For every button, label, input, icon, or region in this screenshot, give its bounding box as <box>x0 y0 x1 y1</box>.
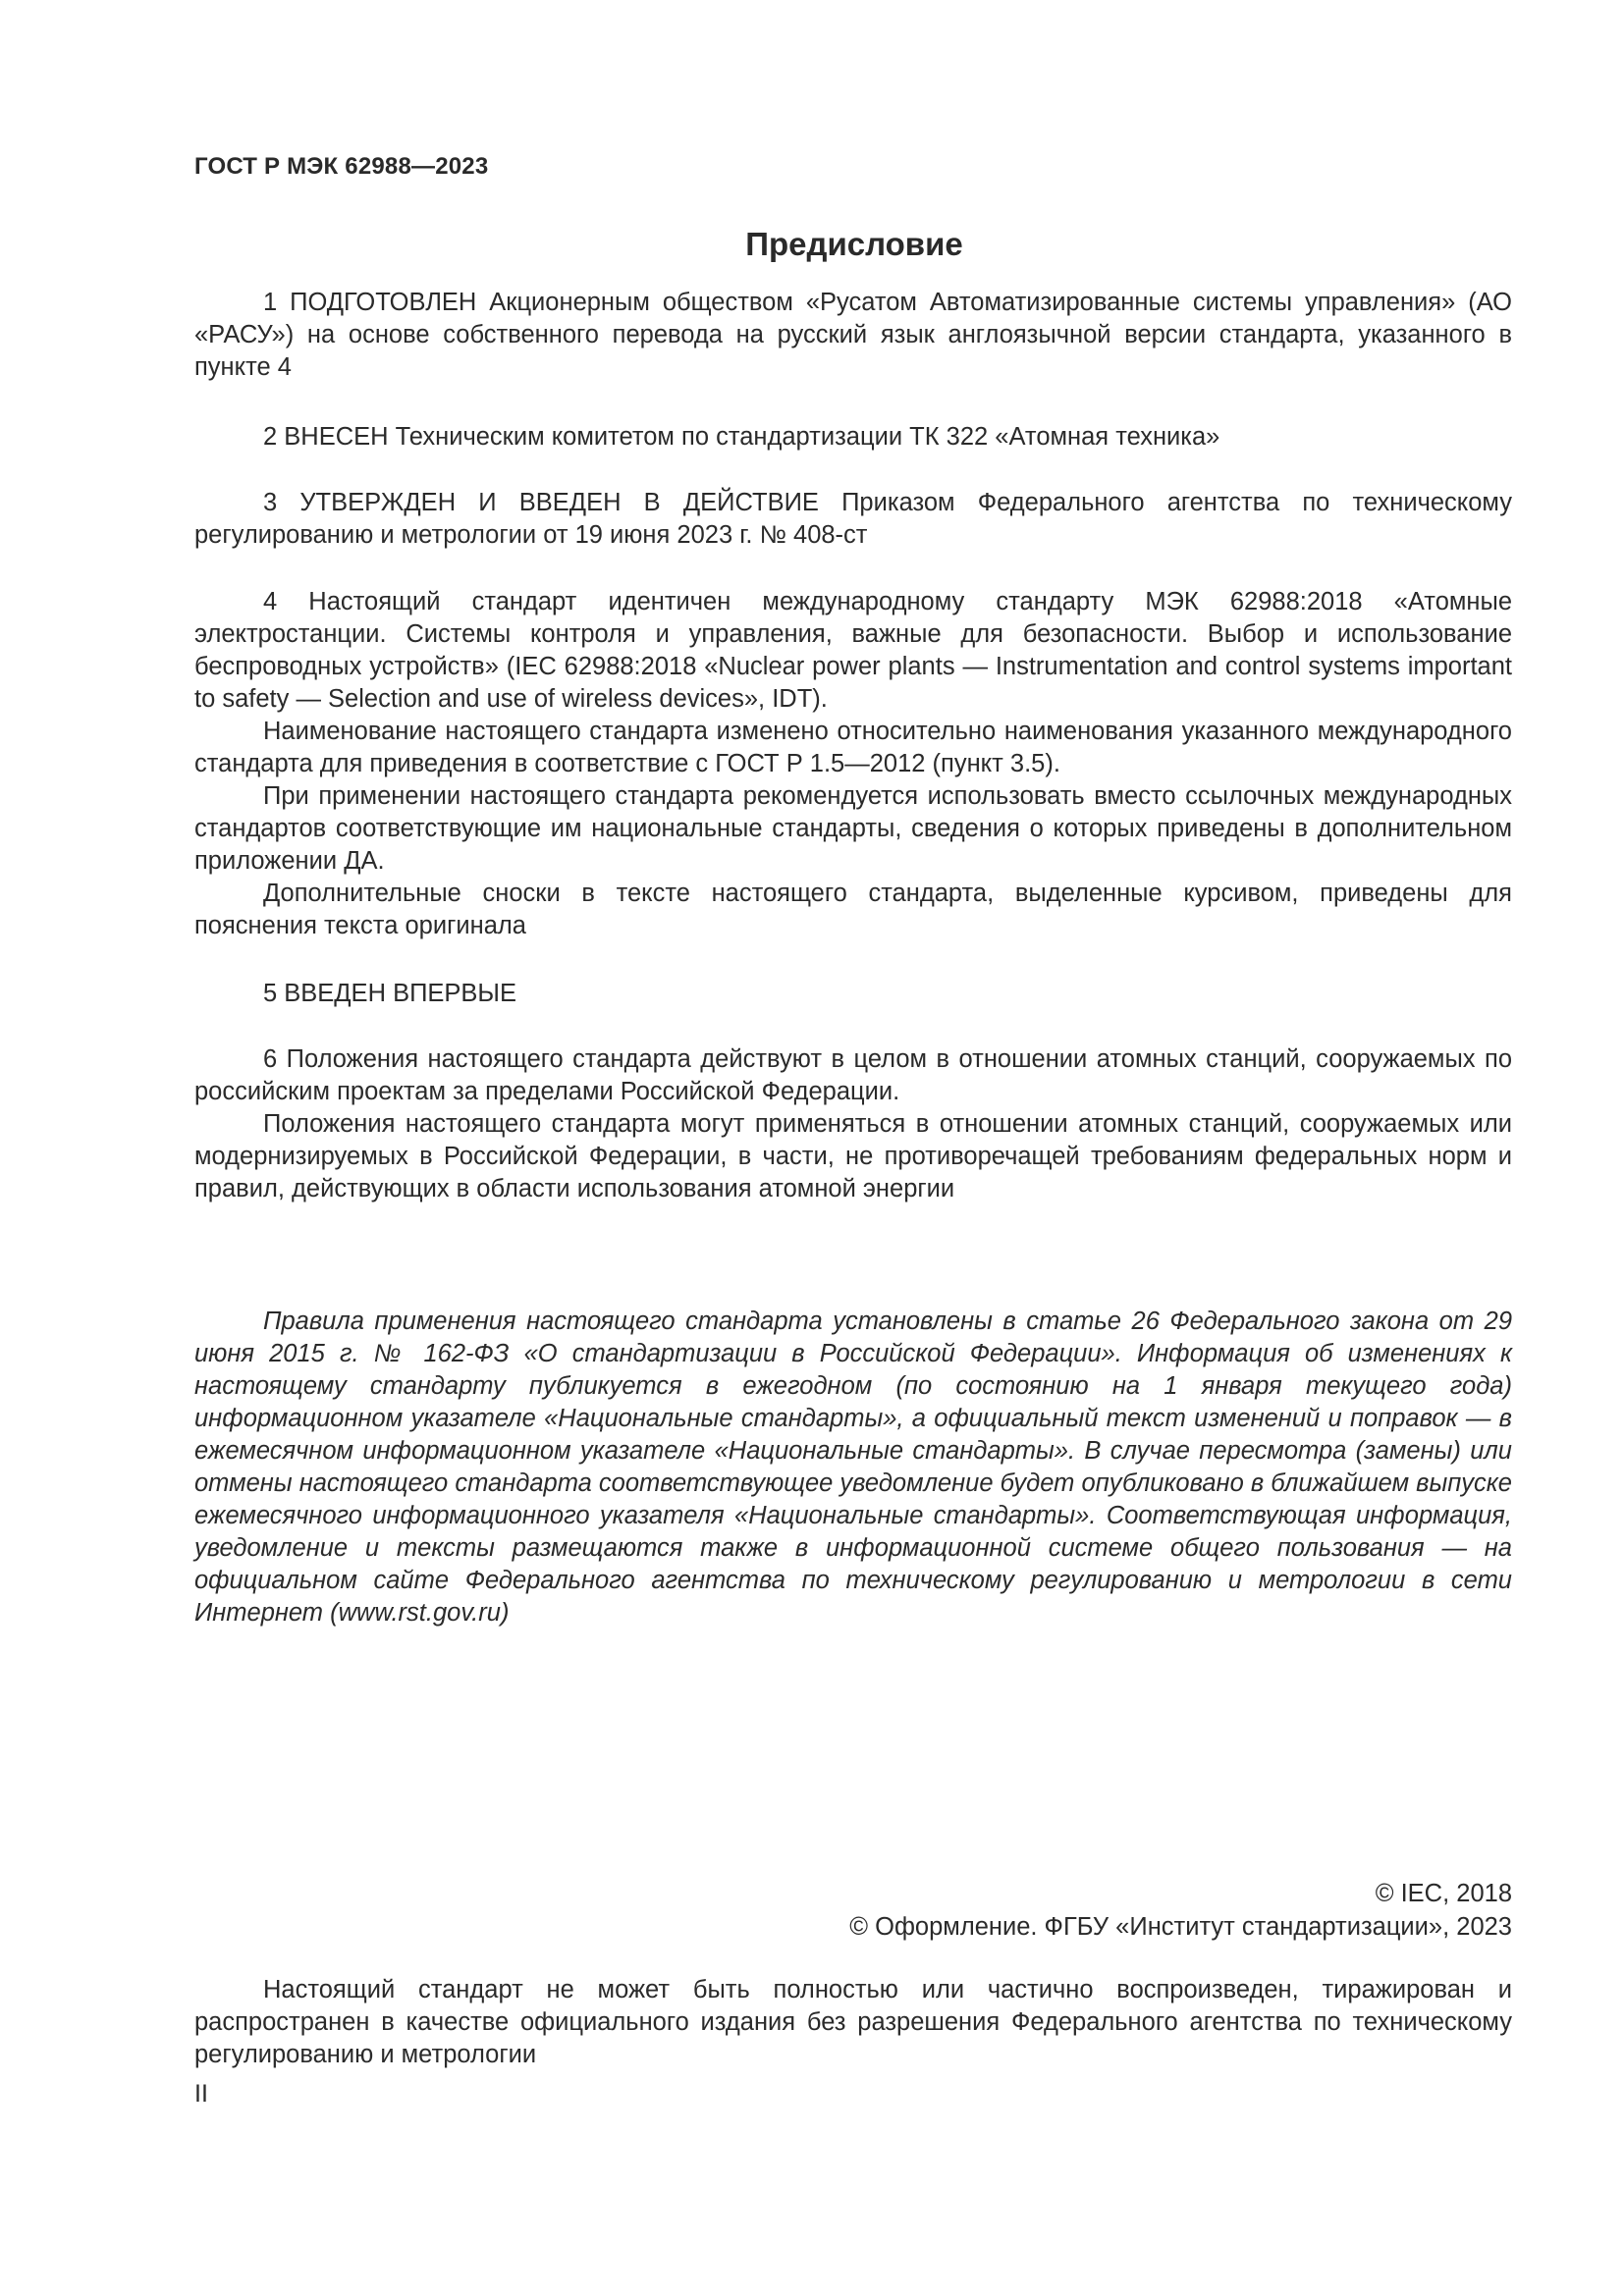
section-1 <box>194 287 1512 384</box>
copyright-iec: © IEC, 2018 <box>1375 1880 1512 1907</box>
section-5-text: 5 ВВЕДЕН ВПЕРВЫЕ <box>263 980 517 1007</box>
copyright-block <box>849 1877 1512 1944</box>
section-1-text: 1 ПОДГОТОВЛЕН Акционерным обществом «Русатом Автоматизированные системы управления» (АО «РАСУ») на основе собственного перевода на русский язык англоязычной версии стандарта, указанного в пункте 4 <box>194 289 1512 381</box>
page-number: II <box>194 2080 208 2108</box>
section-2-text: 2 ВНЕСЕН Техническим комитетом по стандартизации ТК 322 «Атомная техника» <box>263 423 1220 451</box>
document-code-header: ГОСТ Р МЭК 62988—2023 <box>194 153 489 180</box>
section-5 <box>194 978 1512 1010</box>
usage-rules-notice: Правила применения настоящего стандарта установлены в статье 26 Федерального закона от 29 июня 2015 г. № 162-ФЗ «О стандартизации в Российской Федерации». Информация об изменениях к настоящему стандарту публикуется в ежегодном (по состоянию на 1 января текущего года) информационном указателе «Национальные стандарты», а официальный текст изменений и поправок — в ежемесячном информационном указателе «Национальные стандарты». В случае пересмотра (замены) или отмены настоящего стандарта соответствующее уведомление будет опубликовано в ближайшем выпуске ежемесячного информационного указателя «Национальные стандарты». Соответствующая информация, уведомление и тексты размещаются также в информационной системе общего пользования — на официальном сайте Федерального агентства по техническому регулированию и метрологии в сети Интернет (www.rst.gov.ru) <box>194 1308 1512 1627</box>
section-4-paragraph-1: 4 Настоящий стандарт идентичен международному стандарту МЭК 62988:2018 «Атомные электростанции. Системы контроля и управления, важные для безопасности. Выбор и использование беспроводных устройств» (IEC 62988:2018 «Nuclear power plants — Instrumentation and control systems important to safety — Selection and use of wireless devices», IDT). <box>194 588 1512 713</box>
section-4 <box>194 586 1512 942</box>
page-title: Предисловие <box>745 226 963 262</box>
section-4-paragraph-4: Дополнительные сноски в тексте настоящего стандарта, выделенные курсивом, приведены для пояснения текста оригинала <box>194 880 1512 939</box>
section-2 <box>194 421 1512 454</box>
reproduction-rights-notice: Настоящий стандарт не может быть полностью или частично воспроизведен, тиражирован и распространен в качестве официального издания без разрешения Федерального агентства по техническому регулированию и метрологии <box>194 1976 1512 2068</box>
section-6 <box>194 1043 1512 1205</box>
copyright-design: © Оформление. ФГБУ «Институт стандартизации», 2023 <box>849 1913 1512 1941</box>
section-6-paragraph-2: Положения настоящего стандарта могут применяться в отношении атомных станций, сооружаемых или модернизируемых в Российской Федерации, в части, не противоречащей требованиям федеральных норм и правил, действующих в области использования атомной энергии <box>194 1110 1512 1202</box>
section-6-paragraph-1: 6 Положения настоящего стандарта действуют в целом в отношении атомных станций, сооружаемых по российским проектам за пределами Российской Федерации. <box>194 1045 1512 1105</box>
section-4-paragraph-2: Наименование настоящего стандарта изменено относительно наименования указанного международного стандарта для приведения в соответствие с ГОСТ Р 1.5—2012 (пункт 3.5). <box>194 718 1512 777</box>
section-3 <box>194 487 1512 552</box>
section-4-paragraph-3: При применении настоящего стандарта рекомендуется использовать вместо ссылочных международных стандартов соответствующие им национальные стандарты, сведения о которых приведены в дополнительном приложении ДА. <box>194 782 1512 875</box>
section-3-text: 3 УТВЕРЖДЕН И ВВЕДЕН В ДЕЙСТВИЕ Приказом Федерального агентства по техническому регулированию и метрологии от 19 июня 2023 г. № 408-ст <box>194 489 1512 549</box>
